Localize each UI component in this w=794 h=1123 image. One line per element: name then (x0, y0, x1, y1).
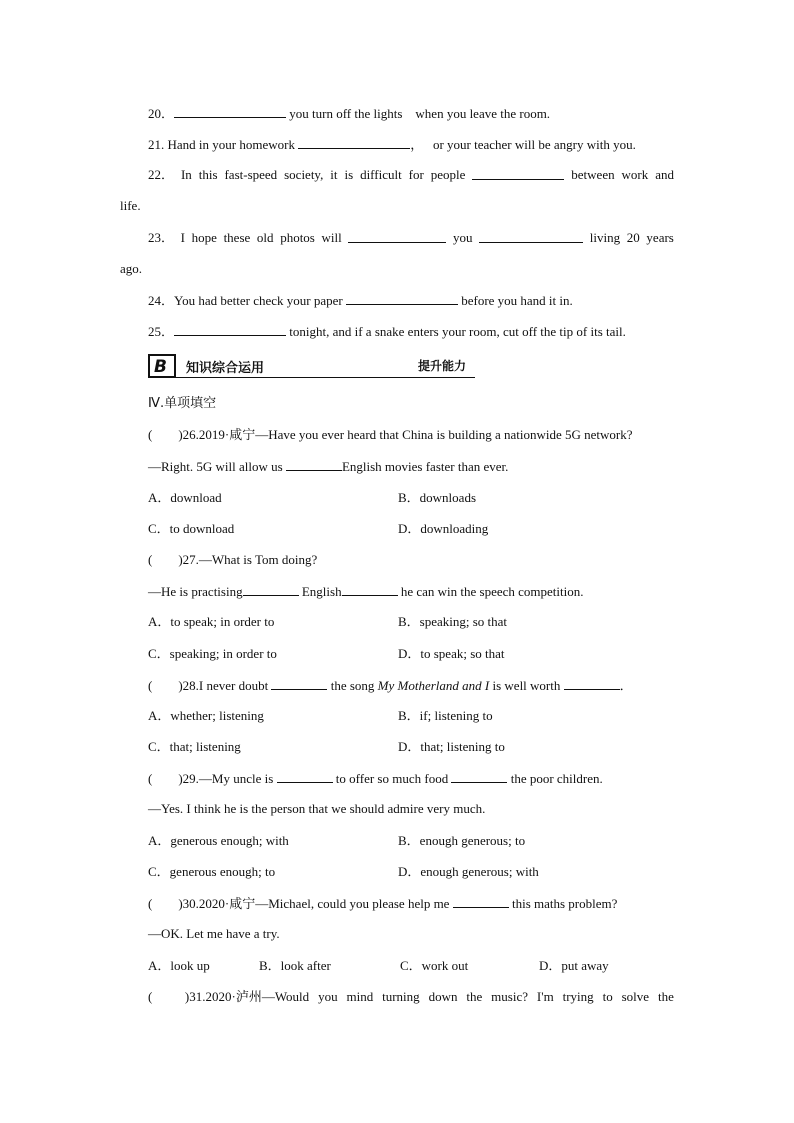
question-text: the song (330, 678, 375, 693)
word: this (198, 167, 218, 182)
answer-blank[interactable] (243, 583, 299, 596)
question-text: ( )28.I never doubt (148, 678, 269, 693)
question-24 (148, 292, 573, 309)
question-22-continued: life. (120, 198, 141, 213)
option-b[interactable]: B．speaking; so that (398, 614, 508, 629)
word: trying (562, 989, 594, 1004)
word: and (655, 167, 674, 182)
option-d[interactable]: D．that; listening to (398, 739, 505, 754)
word: people (430, 167, 466, 182)
question-text: 21. Hand in your homework (148, 137, 295, 152)
question-text: English (301, 584, 342, 599)
word: will (321, 230, 342, 245)
answer-blank[interactable] (298, 136, 410, 149)
word: the (657, 989, 674, 1004)
word: difficult (360, 167, 402, 182)
word: these (223, 230, 251, 245)
word: down (428, 989, 458, 1004)
section-rule (176, 377, 475, 378)
question-text: )31.2020·泸州—Would (184, 989, 310, 1004)
option-a[interactable]: A．download (148, 490, 222, 505)
question-number: 25． (148, 324, 175, 339)
question-23-continued: ago. (120, 261, 143, 276)
answer-blank[interactable] (271, 677, 327, 690)
question-text: the poor children. (510, 771, 603, 786)
section-banner (148, 354, 475, 378)
option-a[interactable]: A．to speak; in order to (148, 614, 275, 629)
answer-blank[interactable] (479, 230, 583, 243)
section-badge-letter: B (154, 357, 167, 377)
question-23 (148, 230, 674, 246)
question-27: ( )27.—What is Tom doing? (148, 552, 318, 567)
option-b[interactable]: B．downloads (398, 490, 477, 505)
question-number: 20． (148, 106, 175, 121)
option-d[interactable]: D．downloading (398, 521, 489, 536)
word: it (330, 167, 338, 182)
answer-blank[interactable] (174, 323, 286, 336)
answer-blank[interactable] (342, 583, 398, 596)
word: old (256, 230, 274, 245)
word: mind (346, 989, 374, 1004)
question-25 (148, 323, 626, 340)
answer-blank[interactable] (348, 230, 446, 243)
option-c[interactable]: C．to download (148, 521, 235, 536)
question-26-line2 (148, 458, 508, 475)
question-30 (148, 895, 617, 912)
question-text: before you hand it in. (461, 293, 573, 308)
question-29-line2: —Yes. I think he is the person that we should admire very much. (148, 801, 486, 816)
question-text: is well worth (492, 678, 561, 693)
question-text: ． (619, 678, 633, 693)
question-text: English movies faster than ever. (341, 459, 509, 474)
word: In (180, 167, 192, 182)
word: you (318, 989, 338, 1004)
option-b[interactable]: B．look after (259, 958, 331, 973)
answer-blank[interactable] (451, 770, 507, 783)
option-c[interactable]: C．generous enough; to (148, 864, 276, 879)
section-badge (148, 354, 176, 378)
word: I (180, 230, 185, 245)
question-22 (148, 167, 674, 183)
word: hope (191, 230, 217, 245)
question-29 (148, 770, 603, 787)
part-title: Ⅳ.单项填空 (148, 396, 217, 411)
answer-blank[interactable] (564, 677, 620, 690)
word: to (602, 989, 613, 1004)
option-d[interactable]: D．enough generous; with (398, 864, 539, 879)
option-c[interactable]: C．speaking; in order to (148, 646, 277, 661)
question-27-line2 (148, 583, 584, 600)
word: living (589, 230, 621, 245)
answer-blank[interactable] (453, 895, 509, 908)
option-a[interactable]: A．whether; listening (148, 708, 264, 723)
question-text: ( )30.2020·咸宁—Michael, could you please help me (148, 896, 450, 911)
question-26: ( )26.2019·咸宁—Have you ever heard that China is building a nationwide 5G network? (148, 427, 633, 442)
word: you (453, 230, 473, 245)
answer-bracket[interactable]: ( (148, 989, 153, 1004)
question-number: 22． (148, 167, 175, 182)
answer-blank[interactable] (277, 770, 333, 783)
word: solve (621, 989, 650, 1004)
answer-blank[interactable] (286, 458, 342, 471)
word: work (621, 167, 649, 182)
option-d[interactable]: D．put away (539, 958, 609, 973)
word: years (646, 230, 674, 245)
answer-blank[interactable] (174, 105, 286, 118)
word: photos (280, 230, 315, 245)
section-title: 知识综合运用 (186, 361, 265, 376)
option-c[interactable]: C．that; listening (148, 739, 241, 754)
option-b[interactable]: B．if; listening to (398, 708, 493, 723)
option-a[interactable]: A．generous enough; with (148, 833, 289, 848)
section-subtitle: 提升能力 (418, 359, 467, 373)
word: turning (382, 989, 420, 1004)
question-28 (148, 677, 633, 694)
word: society, (284, 167, 324, 182)
option-c[interactable]: C．work out (400, 958, 469, 973)
song-title: My Motherland and I (377, 678, 490, 693)
word: is (344, 167, 354, 182)
question-text: ， or your teacher will be angry with you. (410, 137, 636, 152)
word: the (466, 989, 483, 1004)
answer-blank[interactable] (472, 167, 564, 180)
word: fast-speed (224, 167, 278, 182)
word: between (571, 167, 615, 182)
word: for (408, 167, 424, 182)
word: I'm (536, 989, 554, 1004)
question-30-line2: —OK. Let me have a try. (148, 926, 280, 941)
option-d[interactable]: D．to speak; so that (398, 646, 505, 661)
question-31 (148, 989, 674, 1005)
question-text: he can win the speech competition. (400, 584, 584, 599)
question-21 (148, 136, 636, 153)
question-text: 24．You had better check your paper (148, 293, 343, 308)
option-b[interactable]: B．enough generous; to (398, 833, 526, 848)
word: music? (491, 989, 528, 1004)
question-text: tonight, and if a snake enters your room, cut off the tip of its tail. (289, 324, 626, 339)
option-a[interactable]: A．look up (148, 958, 210, 973)
question-text: —He is practising (148, 584, 243, 599)
question-number: 23． (148, 230, 175, 245)
question-text: to offer so much food (335, 771, 449, 786)
answer-blank[interactable] (346, 292, 458, 305)
question-text: —Right. 5G will allow us (148, 459, 283, 474)
question-20 (148, 105, 550, 122)
question-text: you turn off the lights when you leave the room. (289, 106, 551, 121)
question-text: ( )29.—My uncle is (148, 771, 274, 786)
word: 20 (626, 230, 640, 245)
question-text: this maths problem? (511, 896, 618, 911)
